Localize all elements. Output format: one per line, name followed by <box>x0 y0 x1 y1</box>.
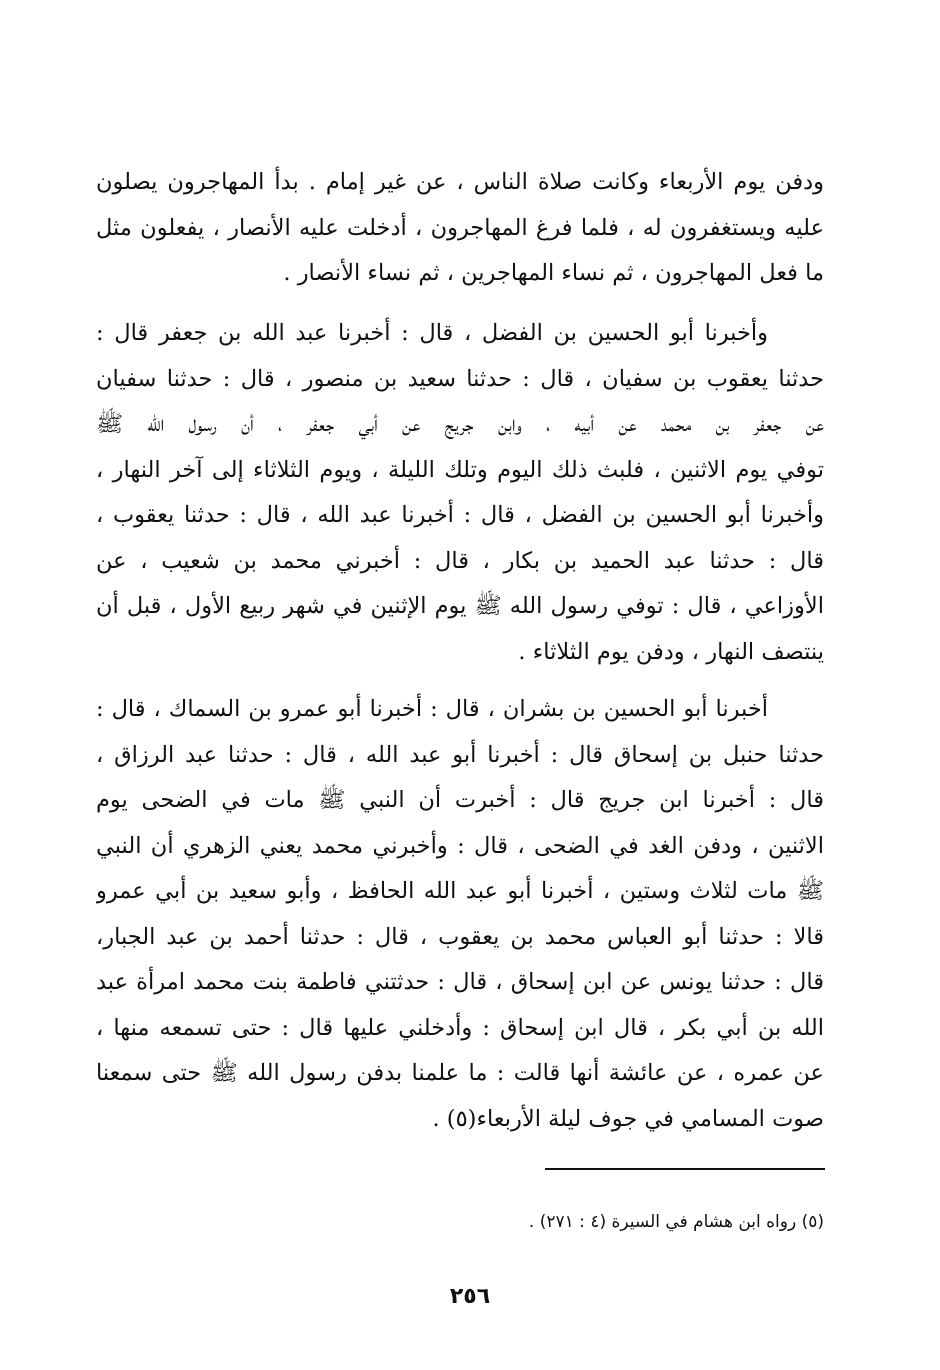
text-line: حدثنا يعقوب بن سفيان ، قال : حدثنا سعيد بن منصور ، قال : حدثنا سفيان <box>96 365 824 392</box>
text-line: ﷺ مات لثلاث وستين ، أخبرنا أبو عبد الله الحافظ ، وأبو سعيد بن أبي عمرو <box>96 878 824 904</box>
paragraph-3 <box>96 687 824 1142</box>
text-line: قال : أخبرنا ابن جريج قال : أخبرت أن النبي ﷺ مات في الضحى يوم <box>96 787 824 813</box>
text-line: عن جعفر بن محمد عن أبيه ، وابن جريج عن أبي جعفر ، أن رسول الله ﷺ <box>96 411 824 437</box>
text-line: توفي يوم الاثنين ، فلبث ذلك اليوم وتلك الليلة ، ويوم الثلاثاء إلى آخر النهار ، <box>96 456 824 483</box>
text-line: الأوزاعي ، قال : توفي رسول الله ﷺ يوم الإثنين في شهر ربيع الأول ، قبل أن <box>96 593 824 619</box>
footnote-divider <box>545 1168 825 1170</box>
page-number: ٢٥٦ <box>449 1284 491 1309</box>
text-line: وأخبرنا أبو الحسين بن الفضل ، قال : أخبرنا عبد الله بن جعفر قال : <box>96 320 768 346</box>
text-line: عليه ويستغفرون له ، فلما فرغ المهاجرون ، أدخلت عليه الأنصار ، يفعلون مثل <box>96 214 824 241</box>
paragraph-2 <box>96 311 824 675</box>
text-line: عن عمره ، عن عائشة أنها قالت : ما علمنا بدفن رسول الله ﷺ حتى سمعنا <box>96 1060 824 1086</box>
text-line: قال : حدثنا يونس عن ابن إسحاق ، قال : حدثتني فاطمة بنت محمد امرأة عبد <box>96 969 824 995</box>
text-line: صوت المسامي في جوف ليلة الأربعاء(٥) . <box>432 1105 824 1132</box>
text-line: حدثنا حنبل بن إسحاق قال : أخبرنا أبو عبد الله ، قال : حدثنا عبد الرزاق ، <box>96 741 824 768</box>
text-line: أخبرنا أبو الحسين بن بشران ، قال : أخبرنا أبو عمرو بن السماك ، قال : <box>96 696 768 722</box>
text-line: ينتصف النهار ، ودفن يوم الثلاثاء . <box>518 638 824 665</box>
text-line: الاثنين ، ودفن الغد في الضحى ، قال : وأخبرني محمد يعني الزهري أن النبي <box>96 832 824 859</box>
footnote: (٥) رواه ابن هشام في السيرة (٤ : ٢٧١) . <box>528 1212 824 1232</box>
text-line: وأخبرنا أبو الحسين بن الفضل ، قال : أخبرنا عبد الله ، قال : حدثنا يعقوب ، <box>96 502 824 528</box>
text-line: الله بن أبي بكر ، قال ابن إسحاق : وأدخلني عليها قال : حتى تسمعه منها ، <box>96 1014 824 1041</box>
text-line: ما فعل المهاجرون ، ثم نساء المهاجرين ، ثم نساء الأنصار . <box>283 260 824 286</box>
text-line: قال : حدثنا عبد الحميد بن بكار ، قال : أخبرني محمد بن شعيب ، عن <box>96 547 824 574</box>
text-line: قالا : حدثنا أبو العباس محمد بن يعقوب ، قال : حدثنا أحمد بن عبد الجبار، <box>96 923 824 950</box>
paragraph-1 <box>96 160 824 297</box>
text-line: ودفن يوم الأربعاء وكانت صلاة الناس ، عن غير إمام . بدأ المهاجرون يصلون <box>96 169 824 195</box>
